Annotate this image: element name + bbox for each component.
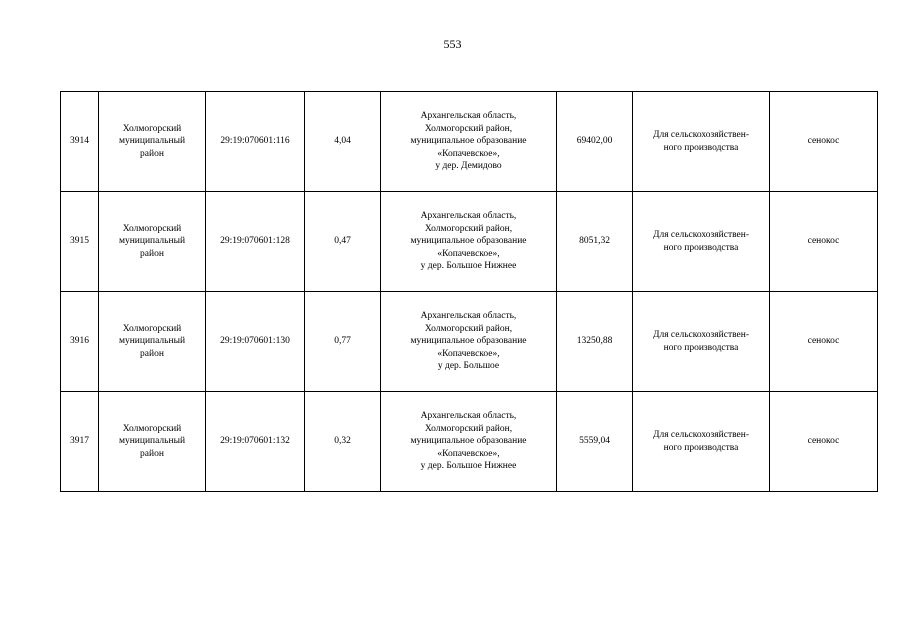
permitted-use-cell: сенокос <box>770 292 878 392</box>
table-row <box>61 192 878 292</box>
land-category-cell: Для сельскохозяйствен- ного производства <box>633 192 770 292</box>
land-category-cell: Для сельскохозяйствен- ного производства <box>633 92 770 192</box>
permitted-use-cell: сенокос <box>770 392 878 492</box>
row-number: 3917 <box>61 392 99 492</box>
land-category-cell: Для сельскохозяйствен- ного производства <box>633 392 770 492</box>
cadastral-value-cell: 69402,00 <box>557 92 633 192</box>
area-cell: 0,47 <box>305 192 381 292</box>
district-cell: Холмогорский муниципальный район <box>99 192 206 292</box>
location-cell: Архангельская область, Холмогорский район, муниципальное образование «Копачевское», у дер. Демидово <box>381 92 557 192</box>
location-cell: Архангельская область, Холмогорский район, муниципальное образование «Копачевское», у дер. Большое Нижнее <box>381 392 557 492</box>
row-number: 3914 <box>61 92 99 192</box>
cadastral-number-cell: 29:19:070601:116 <box>206 92 305 192</box>
permitted-use-cell: сенокос <box>770 192 878 292</box>
permitted-use-cell: сенокос <box>770 92 878 192</box>
area-cell: 0,77 <box>305 292 381 392</box>
location-cell: Архангельская область, Холмогорский район, муниципальное образование «Копачевское», у дер. Большое <box>381 292 557 392</box>
page-number: 553 <box>443 37 462 51</box>
cadastral-value-cell: 8051,32 <box>557 192 633 292</box>
table-row <box>61 292 878 392</box>
cadastral-number-cell: 29:19:070601:132 <box>206 392 305 492</box>
cadastral-number-cell: 29:19:070601:128 <box>206 192 305 292</box>
cadastral-value-cell: 13250,88 <box>557 292 633 392</box>
land-plots-table <box>60 91 878 492</box>
district-cell: Холмогорский муниципальный район <box>99 292 206 392</box>
cadastral-value-cell: 5559,04 <box>557 392 633 492</box>
cadastral-number-cell: 29:19:070601:130 <box>206 292 305 392</box>
district-cell: Холмогорский муниципальный район <box>99 92 206 192</box>
location-cell: Архангельская область, Холмогорский район, муниципальное образование «Копачевское», у дер. Большое Нижнее <box>381 192 557 292</box>
land-category-cell: Для сельскохозяйствен- ного производства <box>633 292 770 392</box>
district-cell: Холмогорский муниципальный район <box>99 392 206 492</box>
table-row <box>61 392 878 492</box>
area-cell: 4,04 <box>305 92 381 192</box>
row-number: 3916 <box>61 292 99 392</box>
area-cell: 0,32 <box>305 392 381 492</box>
table-row <box>61 92 878 192</box>
row-number: 3915 <box>61 192 99 292</box>
